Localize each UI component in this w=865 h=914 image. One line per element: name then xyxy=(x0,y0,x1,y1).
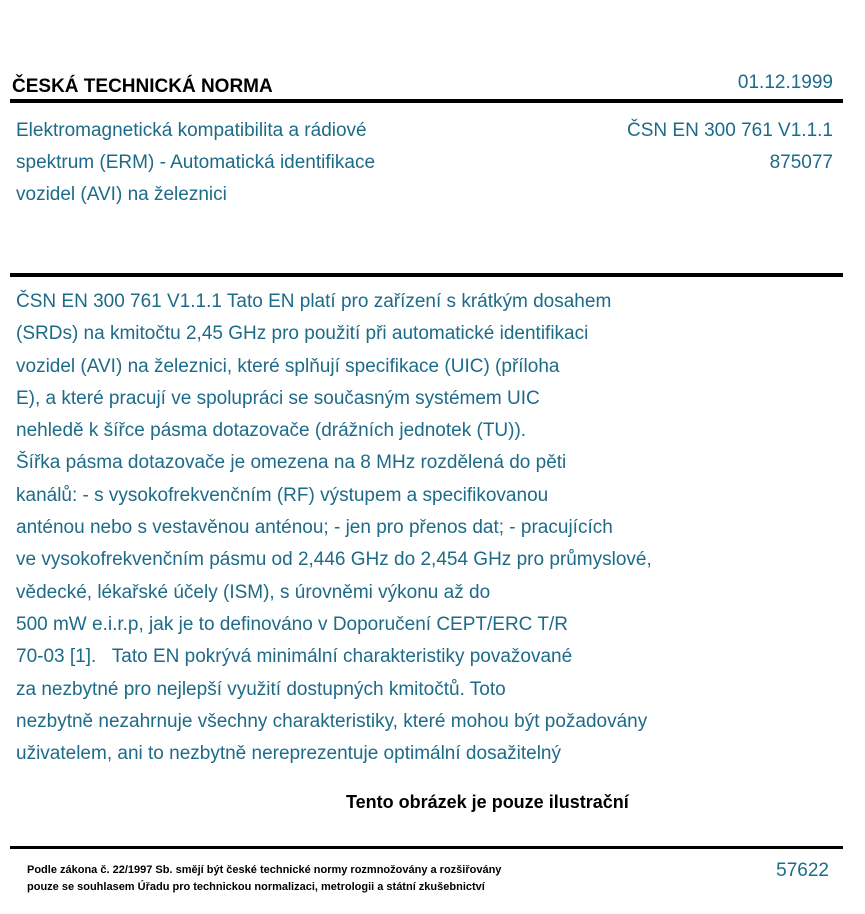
header-divider xyxy=(10,99,843,103)
abstract-line: vědecké, lékařské účely (ISM), s úrovněmi výkonu až do xyxy=(16,581,491,603)
abstract-line: za nezbytné pro nejlepší využití dostupných kmitočtů. Toto xyxy=(16,678,506,700)
title-line: spektrum (ERM) - Automatická identifikace xyxy=(16,152,376,173)
legal-line: pouze se souhlasem Úřadu pro technickou normalizaci, metrologii a státní zkušebnictví xyxy=(27,881,485,893)
legal-line: Podle zákona č. 22/1997 Sb. smějí být české technické normy rozmnožovány a rozšiřovány xyxy=(27,864,502,876)
abstract-line: vozidel (AVI) na železnici, které splňují specifikace (UIC) (příloha xyxy=(16,355,560,377)
abstract-line: nezbytně nezahrnuje všechny charakteristiky, které mohou být požadovány xyxy=(16,710,648,732)
standard-title xyxy=(16,115,476,211)
title-divider xyxy=(10,273,843,277)
abstract-text xyxy=(16,286,776,770)
catalog-number: 875077 xyxy=(769,152,833,173)
abstract-line: Šířka pásma dotazovače je omezena na 8 MHz rozdělená do pěti xyxy=(16,452,567,474)
footer-divider xyxy=(10,846,843,849)
abstract-line: nehledě k šířce pásma dotazovače (drážních jednotek (TU)). xyxy=(16,420,527,442)
legal-notice xyxy=(27,862,501,896)
standard-code: ČSN EN 300 761 V1.1.1 xyxy=(627,120,833,141)
abstract-line: E), a které pracují ve spolupráci se současným systémem UIC xyxy=(16,387,540,409)
abstract-line: 500 mW e.i.r.p, jak je to definováno v Doporučení CEPT/ERC T/R xyxy=(16,613,568,635)
abstract-line: uživatelem, ani to nezbytně nereprezentuje optimální dosažitelný xyxy=(16,743,561,765)
abstract-line: ČSN EN 300 761 V1.1.1 Tato EN platí pro zařízení s krátkým dosahem xyxy=(16,291,612,312)
abstract-line: (SRDs) na kmitočtu 2,45 GHz pro použití při automatické identifikaci xyxy=(16,323,589,345)
title-line: vozidel (AVI) na železnici xyxy=(16,184,227,205)
abstract-line: kanálů: - s vysokofrekvenčním (RF) výstupem a specifikovanou xyxy=(16,484,549,506)
issue-date: 01.12.1999 xyxy=(737,72,833,93)
standard-type-label: ČESKÁ TECHNICKÁ NORMA xyxy=(12,76,273,97)
document-number: 57622 xyxy=(776,860,829,881)
abstract-line: ve vysokofrekvenčním pásmu od 2,446 GHz do 2,454 GHz pro průmyslové, xyxy=(16,549,652,571)
abstract-line: anténou nebo s vestavěnou anténou; - jen pro přenos dat; - pracujících xyxy=(16,517,613,539)
title-line: Elektromagnetická kompatibilita a rádiové xyxy=(16,120,367,141)
standard-codes xyxy=(627,115,833,179)
abstract-line: 70-03 [1]. Tato EN pokrývá minimální charakteristiky považované xyxy=(16,646,573,668)
illustration-note: Tento obrázek je pouze ilustrační xyxy=(346,792,629,812)
